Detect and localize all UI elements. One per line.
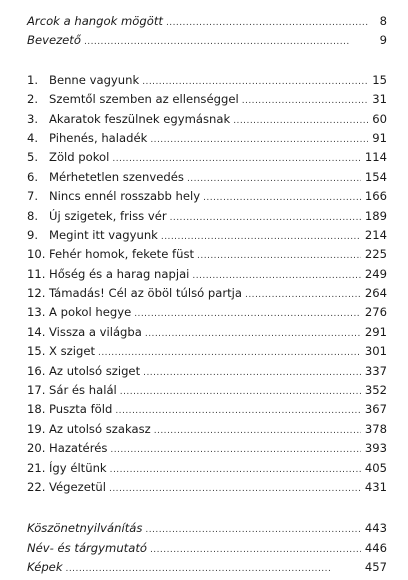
chapters-section xyxy=(27,71,387,498)
dot-leader xyxy=(134,305,361,324)
page-number: 378 xyxy=(364,421,387,436)
entry-title: Név- és tárgymutató xyxy=(27,540,147,555)
chapter-number: 14. xyxy=(27,324,46,339)
dot-leader xyxy=(142,73,368,92)
dot-leader xyxy=(150,131,368,150)
entry-title: Így éltünk xyxy=(49,460,107,475)
entry-title: Sár és halál xyxy=(49,383,117,398)
chapter-number: 18. xyxy=(27,402,46,417)
entry-title: Pihenés, haladék xyxy=(49,130,148,145)
page-number: 225 xyxy=(364,247,387,262)
chapter-number: 13. xyxy=(27,305,46,320)
toc-entry xyxy=(27,265,387,284)
dot-leader xyxy=(203,189,361,208)
dot-leader xyxy=(197,247,361,266)
table-of-contents xyxy=(27,12,387,578)
toc-entry xyxy=(27,362,387,381)
page-number: 9 xyxy=(379,33,387,48)
page-number: 154 xyxy=(364,169,387,184)
chapter-number: 16. xyxy=(27,363,46,378)
entry-title: Zöld pokol xyxy=(49,150,110,165)
chapter-number: 17. xyxy=(27,383,46,398)
page-number: 446 xyxy=(364,540,387,555)
toc-entry xyxy=(27,226,387,245)
dot-leader xyxy=(245,286,361,305)
toc-entry xyxy=(27,31,387,50)
toc-entry xyxy=(27,439,387,458)
section-gap xyxy=(27,497,387,519)
entry-title: Nincs ennél rosszabb hely xyxy=(49,189,201,204)
dot-leader xyxy=(150,541,361,560)
entry-title: A pokol hegye xyxy=(49,305,132,320)
toc-entry xyxy=(27,342,387,361)
dot-leader xyxy=(145,521,360,540)
chapter-number: 8. xyxy=(27,208,39,223)
page-number: 166 xyxy=(364,189,387,204)
page-number: 31 xyxy=(372,92,387,107)
entry-title: Vissza a világba xyxy=(49,324,142,339)
toc-entry xyxy=(27,284,387,303)
toc-entry xyxy=(27,478,387,497)
entry-title: Képek xyxy=(27,560,63,575)
entry-title: Az utolsó szakasz xyxy=(49,421,151,436)
page-number: 457 xyxy=(364,560,387,575)
entry-title: Hőség és a harag napjai xyxy=(49,266,190,281)
page-number: 352 xyxy=(364,383,387,398)
entry-title: Szemtől szemben az ellenséggel xyxy=(49,92,239,107)
chapter-number: 11. xyxy=(27,266,46,281)
dot-leader xyxy=(192,267,360,286)
entry-title: Mérhetetlen szenvedés xyxy=(49,169,184,184)
entry-title: Bevezető xyxy=(27,33,81,48)
toc-entry xyxy=(27,207,387,226)
dot-leader xyxy=(110,461,361,480)
page-number: 91 xyxy=(372,130,387,145)
dot-leader xyxy=(154,422,361,441)
toc-entry xyxy=(27,187,387,206)
chapter-number: 2. xyxy=(27,92,39,107)
entry-title: X sziget xyxy=(49,344,96,359)
toc-entry xyxy=(27,110,387,129)
toc-entry xyxy=(27,539,387,558)
dot-leader xyxy=(84,33,369,52)
toc-entry xyxy=(27,381,387,400)
chapter-number: 7. xyxy=(27,189,39,204)
dot-leader xyxy=(120,383,361,402)
toc-entry xyxy=(27,558,387,577)
dot-leader xyxy=(187,170,361,189)
dot-leader xyxy=(233,112,368,131)
toc-entry xyxy=(27,459,387,478)
toc-entry xyxy=(27,303,387,322)
entry-title: Támadás! Cél az öböl túlsó partja xyxy=(49,286,242,301)
chapter-number: 22. xyxy=(27,479,46,494)
chapter-number: 9. xyxy=(27,227,39,242)
dot-leader xyxy=(242,92,369,111)
entry-title: Köszönetnyilvánítás xyxy=(27,521,143,536)
dot-leader xyxy=(166,14,369,33)
toc-entry xyxy=(27,400,387,419)
chapter-number: 5. xyxy=(27,150,39,165)
dot-leader xyxy=(161,228,361,247)
toc-entry xyxy=(27,519,387,538)
toc-entry xyxy=(27,90,387,109)
page-number: 393 xyxy=(364,441,387,456)
page-number: 431 xyxy=(364,479,387,494)
section-gap xyxy=(27,51,387,71)
entry-title: Benne vagyunk xyxy=(49,72,140,87)
toc-entry xyxy=(27,71,387,90)
entry-title: Fehér homok, fekete füst xyxy=(49,247,195,262)
dot-leader xyxy=(66,560,361,579)
page-number: 249 xyxy=(364,266,387,281)
page-number: 301 xyxy=(364,344,387,359)
page-number: 189 xyxy=(364,208,387,223)
entry-title: Puszta föld xyxy=(49,402,113,417)
page-number: 276 xyxy=(364,305,387,320)
page-number: 291 xyxy=(364,324,387,339)
dot-leader xyxy=(170,209,361,228)
page-number: 405 xyxy=(364,460,387,475)
toc-entry xyxy=(27,168,387,187)
toc-entry xyxy=(27,245,387,264)
entry-title: Az utolsó sziget xyxy=(49,363,141,378)
page-number: 8 xyxy=(379,14,387,28)
dot-leader xyxy=(110,441,360,460)
toc-entry xyxy=(27,420,387,439)
chapter-number: 12. xyxy=(27,286,46,301)
entry-title: Arcok a hangok mögött xyxy=(27,14,163,28)
toc-entry xyxy=(27,148,387,167)
toc-entry xyxy=(27,323,387,342)
dot-leader xyxy=(115,402,361,421)
entry-title: Megint itt vagyunk xyxy=(49,227,158,242)
chapter-number: 1. xyxy=(27,72,39,87)
page-number: 264 xyxy=(364,286,387,301)
dot-leader xyxy=(98,344,361,363)
chapter-number: 15. xyxy=(27,344,46,359)
entry-title: Új szigetek, friss vér xyxy=(49,208,167,223)
front-matter-section xyxy=(27,12,387,51)
page-number: 443 xyxy=(364,521,387,536)
chapter-number: 20. xyxy=(27,441,46,456)
chapter-number: 19. xyxy=(27,421,46,436)
page-number: 367 xyxy=(364,402,387,417)
toc-entry xyxy=(27,129,387,148)
page-number: 114 xyxy=(364,150,387,165)
chapter-number: 21. xyxy=(27,460,46,475)
chapter-number: 3. xyxy=(27,111,39,126)
dot-leader xyxy=(143,364,361,383)
chapter-number: 6. xyxy=(27,169,39,184)
entry-title: Akaratok feszülnek egymásnak xyxy=(49,111,231,126)
dot-leader xyxy=(112,150,360,169)
chapter-number: 4. xyxy=(27,130,39,145)
entry-title: Végezetül xyxy=(49,479,106,494)
page-number: 15 xyxy=(372,72,387,87)
dot-leader xyxy=(109,480,361,499)
dot-leader xyxy=(145,325,361,344)
page-number: 60 xyxy=(372,111,387,126)
chapter-number: 10. xyxy=(27,247,46,262)
page-number: 337 xyxy=(364,363,387,378)
entry-title: Hazatérés xyxy=(49,441,108,456)
toc-entry xyxy=(27,12,387,31)
page-number: 214 xyxy=(364,227,387,242)
